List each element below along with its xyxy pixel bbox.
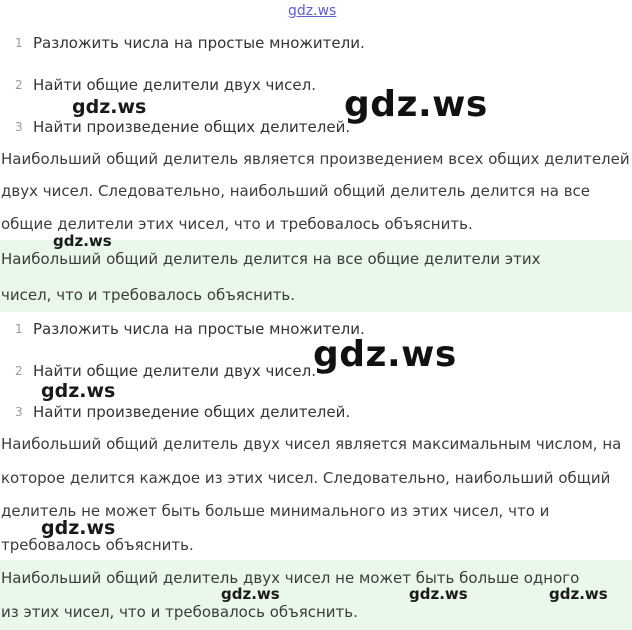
conclusion-line: чисел, что и требовалось объяснить. bbox=[1, 286, 296, 304]
step-number: 3 bbox=[15, 120, 23, 134]
paragraph-line: общие делители этих чисел, что и требовалось объяснить. bbox=[1, 215, 473, 233]
step-number: 3 bbox=[15, 405, 23, 419]
paragraph-line: требовалось объяснить. bbox=[1, 536, 194, 554]
watermark: gdz.ws bbox=[409, 585, 468, 603]
step-number: 1 bbox=[15, 36, 23, 50]
step-number: 2 bbox=[15, 78, 23, 92]
section1-conclusion bbox=[0, 240, 632, 312]
step-number: 1 bbox=[15, 322, 23, 336]
step-text: Разложить числа на простые множители. bbox=[33, 34, 365, 52]
watermark: gdz.ws bbox=[53, 232, 112, 250]
section2-conclusion bbox=[0, 560, 632, 630]
watermark: gdz.ws bbox=[549, 585, 608, 603]
watermark: gdz.ws bbox=[41, 380, 116, 402]
watermark: gdz.ws bbox=[41, 517, 116, 539]
paragraph-line: Наибольший общий делитель двух чисел является максимальным числом, на bbox=[1, 435, 622, 453]
step-text: Найти общие делители двух чисел. bbox=[33, 76, 316, 94]
step-text: Найти общие делители двух чисел. bbox=[33, 362, 316, 380]
watermark-large: gdz.ws bbox=[344, 84, 488, 125]
watermark: gdz.ws bbox=[221, 585, 280, 603]
watermark-top: gdz.ws bbox=[288, 3, 337, 19]
step-number: 2 bbox=[15, 364, 23, 378]
conclusion-line: Наибольший общий делитель делится на все общие делители этих bbox=[1, 250, 541, 268]
conclusion-line: Наибольший общий делитель двух чисел не может быть больше одного bbox=[1, 569, 580, 587]
paragraph-line: двух чисел. Следовательно, наибольший общий делитель делится на все bbox=[1, 182, 591, 200]
paragraph-line: Наибольший общий делитель является произведением всех общих делителей bbox=[1, 150, 630, 168]
watermark: gdz.ws bbox=[72, 96, 147, 118]
step-text: Найти произведение общих делителей. bbox=[33, 118, 351, 136]
paragraph-line: которое делится каждое из этих чисел. Следовательно, наибольший общий bbox=[1, 469, 611, 487]
step-text: Найти произведение общих делителей. bbox=[33, 403, 351, 421]
step-text: Разложить числа на простые множители. bbox=[33, 320, 365, 338]
conclusion-line: из этих чисел, что и требовалось объяснить. bbox=[1, 603, 358, 621]
paragraph-line: делитель не может быть больше минимального из этих чисел, что и bbox=[1, 502, 550, 520]
watermark-large: gdz.ws bbox=[313, 334, 457, 375]
